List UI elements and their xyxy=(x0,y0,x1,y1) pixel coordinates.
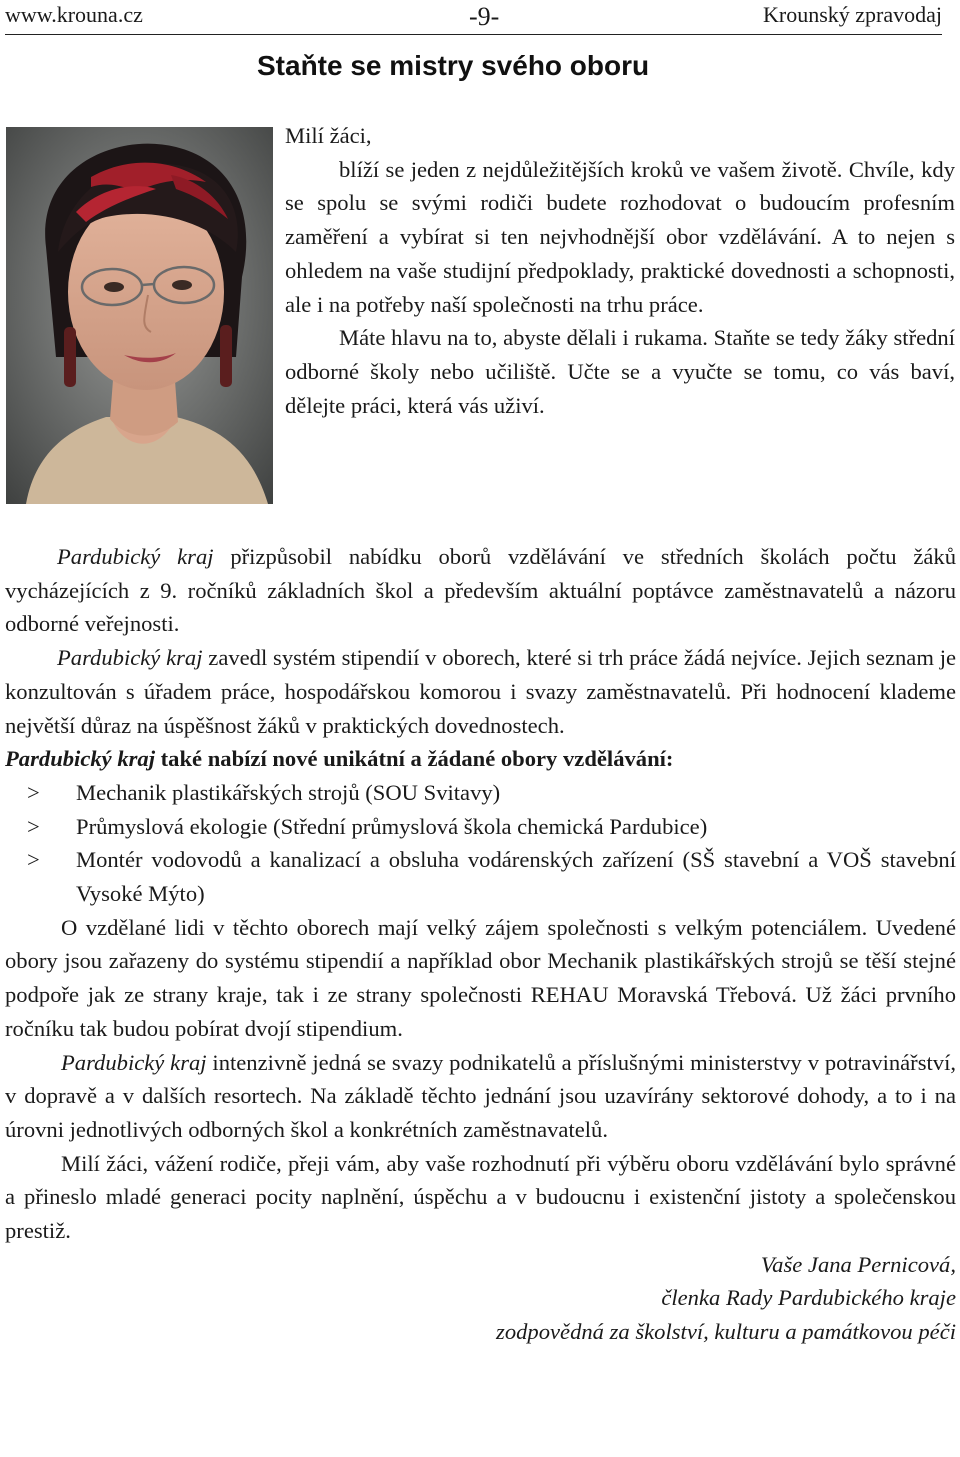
bullet-icon: > xyxy=(27,847,40,873)
main-text xyxy=(5,540,956,1349)
page-number: -9- xyxy=(469,2,500,31)
new-fields-heading: Pardubický kraj také nabízí nové unikátní a žádané obory vzdělávání: xyxy=(5,746,674,772)
signature xyxy=(5,1248,956,1349)
website-url[interactable]: www.krouna.cz xyxy=(5,2,143,27)
magazine-name: Krounský zpravodaj xyxy=(762,2,942,27)
portrait-image xyxy=(6,127,273,504)
region-name: Pardubický kraj xyxy=(5,746,155,772)
page-header xyxy=(5,0,942,35)
fields-list xyxy=(5,776,956,911)
intro-column xyxy=(285,119,955,422)
region-name: Pardubický kraj xyxy=(61,1049,207,1075)
article-title: Staňte se mistry svého oboru xyxy=(257,50,650,81)
scholarship-paragraph: Pardubický kraj zavedl systém stipendií v oborech, které si trh práce žádá nejvíce. Jejich seznam je konzultován s úřadem práce, hospodářskou komorou i svazy zaměstnavatelů. Při hodnocení klademe největší důraz na úspěšnost žáků v praktických dovednostech. xyxy=(5,645,956,738)
demand-paragraph: O vzdělané lidi v těchto oborech mají velký zájem společnosti s velkým potenciálem. Uvedené obory jsou zařazeny do systému stipendií a například obor Mechanik plastikářských strojů se těší stejné podpoře jak ze strany kraje, tak i ze strany společnosti REHAU Moravská Třebová. Už žáci prvního ročníku tak budou pobírat dvojí stipendium. xyxy=(5,914,956,1041)
portrait-photo xyxy=(6,127,273,504)
signature-responsibility: zodpovědná za školství, kulturu a památkovou péči xyxy=(496,1319,956,1345)
bullet-icon: > xyxy=(27,813,40,839)
greeting: Milí žáci, xyxy=(285,123,372,148)
list-item: > Montér vodovodů a kanalizací a obsluha vodárenských zařízení (SŠ stavební a VOŠ stavební Vysoké Mýto) xyxy=(5,843,956,910)
list-item: > Průmyslová ekologie (Střední průmyslová škola chemická Pardubice) xyxy=(5,810,956,844)
closing-paragraph: Milí žáci, vážení rodiče, přeji vám, aby vaše rozhodnutí při výběru oboru vzdělávání bylo správné a přineslo mladé generaci pocity naplnění, úspěchu a v budoucnu i existenční jistoty a společenskou prestiž. xyxy=(5,1150,956,1244)
signature-name: Vaše Jana Pernicová, xyxy=(760,1251,956,1277)
region-name: Pardubický kraj xyxy=(57,544,214,569)
bullet-icon: > xyxy=(27,779,40,805)
negotiation-paragraph: Pardubický kraj intenzivně jedná se svazy podnikatelů a příslušnými ministerstvy v potravinářství, v dopravě a v dalších resortech. Na základě těchto jednání jsou uzavírány sektorové dohody, a to i na úrovni jednotlivých odborných škol a konkrétních zaměstnavatelů. xyxy=(5,1049,956,1142)
intro-paragraph: blíží se jeden z nejdůležitějších kroků ve vašem životě. Chvíle, kdy se spolu se svými rodiči budete rozhodovat o budoucím profesním zaměření a vybírat si ten nejvhodnější obor vzdělávání. A to nejen s ohledem na vaše studijní předpoklady, praktické dovednosti a schopnosti, ale i na potřeby naší společnosti na trhu práce. xyxy=(285,156,955,317)
advice-paragraph: Máte hlavu na to, abyste dělali i rukama. Staňte se tedy žáky střední odborné školy nebo učiliště. Učte se a vyučte se tomu, co vás baví, dělejte práci, která vás uživí. xyxy=(285,325,955,418)
list-item: > Mechanik plastikářských strojů (SOU Svitavy) xyxy=(5,776,956,810)
curriculum-paragraph: Pardubický kraj přizpůsobil nabídku oborů vzdělávání ve středních školách počtu žáků vycházejících z 9. ročníků základních škol a především aktuální poptávce zaměstnavatelů a názoru odborné veřejnosti. xyxy=(5,544,956,637)
signature-role: členka Rady Pardubického kraje xyxy=(661,1285,956,1311)
region-name: Pardubický kraj xyxy=(57,645,203,671)
